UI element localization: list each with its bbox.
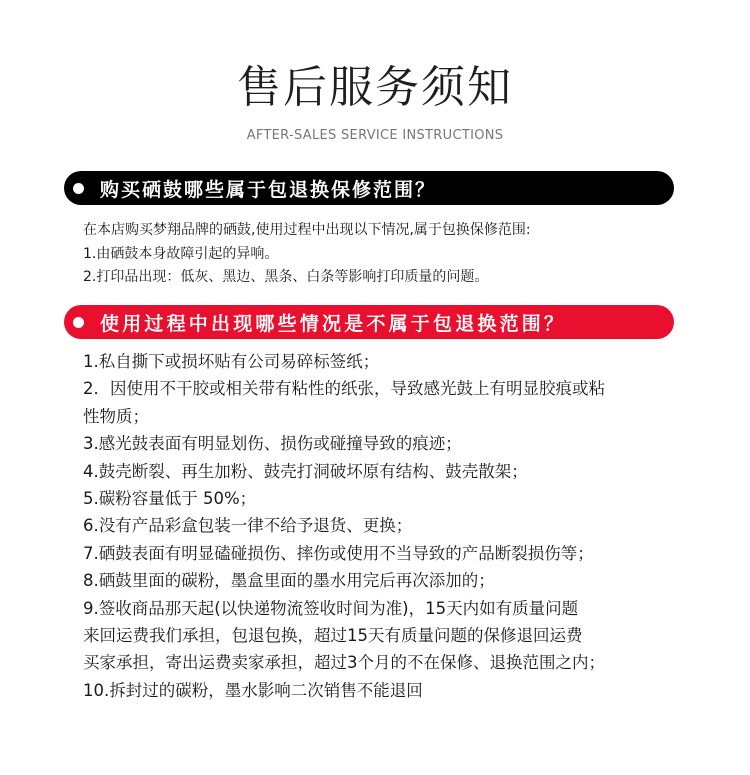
page-subtitle: AFTER-SALES SERVICE INSTRUCTIONS (246, 128, 504, 143)
section2-line: 7.硒鼓表面有明显磕碰损伤、摔伤或使用不当导致的产品断裂损伤等； (83, 543, 594, 563)
section2-line: 10.拆封过的碳粉，墨水影响二次销售不能退回 (83, 680, 423, 700)
section2-body (83, 348, 683, 704)
section2-line: 1.私自撕下或损坏贴有公司易碎标签纸； (83, 352, 380, 371)
section1-heading-bar (64, 171, 674, 205)
section1-line: 在本店购买梦翔品牌的硒鼓,使用过程中出现以下情况,属于包换保修范围: (83, 222, 531, 238)
section2-line: 9.签收商品那天起(以快递物流签收时间为准)，15天内如有质量问题 (83, 598, 579, 618)
section2-line: 2．因使用不干胶或相关带有粘性的纸张，导致感光鼓上有明显胶痕或粘 (83, 379, 605, 399)
section2-line: 来回运费我们承担，包退包换，超过15天有质量问题的保修退回运费 (83, 626, 583, 646)
section2-line: 6.没有产品彩盒包装一律不给予退货、更换； (83, 516, 413, 536)
section2-line: 3.感光鼓表面有明显划伤、损伤或碰撞导致的痕迹； (83, 434, 462, 454)
section2-heading: 使用过程中出现哪些情况是不属于包退换范围？ (100, 312, 567, 335)
section1-line: 2.打印品出现：低灰、黑边、黑条、白条等影响打印质量的问题。 (83, 269, 489, 285)
bullet-dot-icon (73, 317, 84, 328)
section1-heading: 购买硒鼓哪些属于包退换保修范围？ (100, 178, 437, 201)
section2-line: 性物质； (83, 406, 149, 426)
section2-line: 8.硒鼓里面的碳粉，墨盒里面的墨水用完后再次添加的； (83, 571, 495, 591)
section2-line: 5.碳粉容量低于 50%； (83, 489, 257, 509)
section2-line: 4.鼓壳断裂、再生加粉、鼓壳打洞破坏原有结构、鼓壳散架； (83, 461, 528, 481)
section2-heading-bar (64, 305, 674, 339)
section1-line: 1.由硒鼓本身故障引起的异响。 (83, 245, 279, 262)
page-title: 售后服务须知 (237, 62, 513, 113)
section2-line: 买家承担，寄出运费卖家承担，超过3个月的不在保修、退换范围之内； (83, 653, 605, 673)
section1-body (83, 219, 703, 290)
bullet-dot-icon (73, 183, 84, 194)
